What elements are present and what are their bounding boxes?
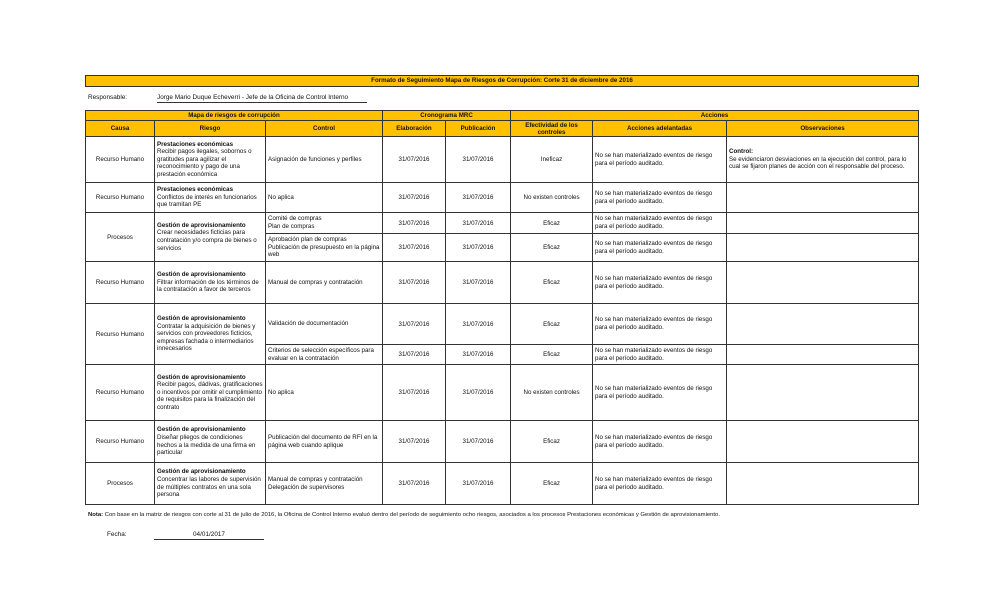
cell-control: Criterios de selección específicos para evaluar en la contratación [266, 345, 383, 365]
riesgo-text: Recibir pagos, dádivas, gratificaciones o incentivos por omitir el cumplimiento de requisitos para la finalización del contrato [157, 381, 263, 411]
cell-observaciones [727, 234, 919, 262]
header-group-acciones: Acciones [511, 111, 919, 121]
col-header-elaboracion: Elaboración [383, 121, 446, 137]
table-row [86, 137, 919, 183]
risk-table [85, 110, 919, 505]
cell-causa: Recurso Humano [86, 365, 155, 421]
cell-efectividad: Eficaz [511, 304, 593, 345]
cell-efectividad: Eficaz [511, 262, 593, 304]
cell-causa: Recurso Humano [86, 137, 155, 183]
riesgo-title: Gestión de aprovisionamiento [157, 426, 246, 434]
cell-efectividad: No existen controles [511, 365, 593, 421]
col-header-publicacion: Publicación [446, 121, 511, 137]
cell-efectividad: Eficaz [511, 421, 593, 463]
cell-publicacion: 31/07/2016 [446, 213, 511, 234]
cell-publicacion: 31/07/2016 [446, 421, 511, 463]
cell-publicacion: 31/07/2016 [446, 345, 511, 365]
cell-acciones: No se han materializado eventos de riesgo para el período auditado. [593, 213, 727, 234]
riesgo-title: Gestión de aprovisionamiento [157, 221, 246, 229]
cell-riesgo [155, 304, 266, 365]
cell-control: Aprobación plan de compras Publicación de presupuesto en la página web [266, 234, 383, 262]
cell-acciones: No se han materializado eventos de riesgo para el período auditado. [593, 234, 727, 262]
cell-elaboracion: 31/07/2016 [383, 345, 446, 365]
cell-control: Manual de compras y contratación Delegación de supervisores [266, 463, 383, 505]
cell-riesgo [155, 365, 266, 421]
cell-publicacion: 31/07/2016 [446, 234, 511, 262]
table-row [86, 183, 919, 213]
cell-observaciones [727, 304, 919, 345]
cell-efectividad: Ineficaz [511, 137, 593, 183]
riesgo-text: Diseñar pliegos de condiciones hechos a la medida de una firma en particular [157, 433, 256, 457]
table-row [86, 304, 919, 345]
cell-observaciones [727, 262, 919, 304]
riesgo-text: Conflictos de interés en funcionarios que tramitan PE [157, 193, 257, 209]
cell-control: Validación de documentación [266, 304, 383, 345]
cell-elaboracion: 31/07/2016 [383, 234, 446, 262]
cell-publicacion: 31/07/2016 [446, 183, 511, 213]
cell-acciones: No se han materializado eventos de riesgo para el período auditado. [593, 365, 727, 421]
cell-control: No aplica [266, 183, 383, 213]
observacion-text: Se evidenciaron desviaciones en la ejecución del control, para lo cual se fijaron planes de acción con el responsable del proceso. [729, 155, 907, 171]
riesgo-title: Gestión de aprovisionamiento [157, 373, 246, 381]
cell-riesgo [155, 183, 266, 213]
cell-causa: Recurso Humano [86, 183, 155, 213]
riesgo-title: Gestión de aprovisionamiento [157, 315, 246, 323]
riesgo-title: Prestaciones económicas [157, 140, 234, 148]
cell-riesgo [155, 262, 266, 304]
cell-elaboracion: 31/07/2016 [383, 304, 446, 345]
col-header-causa: Causa [86, 121, 155, 137]
cell-control: Publicación del documento de RFI en la página web cuando aplique [266, 421, 383, 463]
riesgo-text: Recibir pagos ilegales, sobornos o gratitudes para agilizar el reconocimiento y pago de una prestación económica [157, 148, 252, 178]
cell-acciones: No se han materializado eventos de riesgo para el período auditado. [593, 183, 727, 213]
note [88, 512, 918, 518]
cell-riesgo [155, 137, 266, 183]
cell-acciones: No se han materializado eventos de riesgo para el período auditado. [593, 262, 727, 304]
cell-observaciones [727, 463, 919, 505]
header-group-mapa: Mapa de riesgos de corrupción [86, 111, 383, 121]
fecha-value: 04/01/2017 [154, 531, 264, 540]
cell-riesgo [155, 213, 266, 262]
cell-acciones: No se han materializado eventos de riesgo para el período auditado. [593, 304, 727, 345]
cell-efectividad: Eficaz [511, 345, 593, 365]
note-text: Con base en la matriz de riesgos con corte al 31 de julio de 2016, la Oficina de Control Interno evaluó dentro del período de seguimiento ocho riesgos, asociados a los procesos Prestaciones económicas y Gestión de aprovisionamiento. [103, 512, 720, 518]
cell-causa: Recurso Humano [86, 421, 155, 463]
header-row [86, 121, 919, 137]
col-header-riesgo: Riesgo [155, 121, 266, 137]
cell-publicacion: 31/07/2016 [446, 365, 511, 421]
cell-causa: Procesos [86, 213, 155, 262]
cell-efectividad: No existen controles [511, 183, 593, 213]
cell-observaciones [727, 137, 919, 183]
table-row [86, 365, 919, 421]
cell-efectividad: Eficaz [511, 213, 593, 234]
cell-elaboracion: 31/07/2016 [383, 365, 446, 421]
table-row [86, 262, 919, 304]
fecha-label: Fecha: [107, 531, 127, 538]
cell-observaciones [727, 213, 919, 234]
observacion-title: Control: [729, 148, 754, 156]
responsable-value: Jorge Mario Duque Echeverri - Jefe de la Oficina de Control Interno [157, 94, 367, 103]
riesgo-text: Concentrar las labores de supervisión de múltiples contratos en una sola persona [157, 475, 261, 499]
riesgo-title: Prestaciones económicas [157, 186, 234, 194]
cell-observaciones [727, 365, 919, 421]
riesgo-title: Gestión de aprovisionamiento [157, 468, 246, 476]
cell-elaboracion: 31/07/2016 [383, 137, 446, 183]
cell-control: Asignación de funciones y perfiles [266, 137, 383, 183]
cell-acciones: No se han materializado eventos de riesgo para el período auditado. [593, 137, 727, 183]
riesgo-text: Filtrar información de los términos de la contratación a favor de terceros [157, 278, 259, 294]
responsable-label: Responsable: [88, 94, 128, 101]
riesgo-text: Contratar la adquisición de bienes y servicios con proveedores ficticios, empresas fachada o intermediarios innecesarios [157, 322, 256, 353]
col-header-acciones: Acciones adelantadas [593, 121, 727, 137]
cell-elaboracion: 31/07/2016 [383, 421, 446, 463]
table-row [86, 213, 919, 234]
cell-acciones: No se han materializado eventos de riesgo para el período auditado. [593, 463, 727, 505]
cell-causa: Recurso Humano [86, 304, 155, 365]
riesgo-text: Crear necesidades ficticias para contratación y/o compra de bienes o servicios [157, 229, 257, 252]
cell-elaboracion: 31/07/2016 [383, 213, 446, 234]
cell-causa: Procesos [86, 463, 155, 505]
cell-elaboracion: 31/07/2016 [383, 183, 446, 213]
cell-publicacion: 31/07/2016 [446, 262, 511, 304]
table-row [86, 463, 919, 505]
col-header-observaciones: Observaciones [727, 121, 919, 137]
cell-publicacion: 31/07/2016 [446, 463, 511, 505]
cell-control: Comité de compras Plan de compras [266, 213, 383, 234]
cell-elaboracion: 31/07/2016 [383, 262, 446, 304]
header-group-row [86, 111, 919, 121]
document-title: Formato de Seguimiento Mapa de Riesgos de Corrupción: Corte 31 de diciembre de 2016 [85, 75, 919, 87]
cell-observaciones [727, 345, 919, 365]
cell-publicacion: 31/07/2016 [446, 304, 511, 345]
cell-acciones: No se han materializado eventos de riesgo para el período auditado. [593, 345, 727, 365]
cell-observaciones [727, 183, 919, 213]
cell-observaciones [727, 421, 919, 463]
cell-control: Manual de compras y contratación [266, 262, 383, 304]
cell-causa: Recurso Humano [86, 262, 155, 304]
cell-control: No aplica [266, 365, 383, 421]
cell-efectividad: Eficaz [511, 463, 593, 505]
note-label: Nota: [88, 512, 104, 518]
cell-riesgo [155, 421, 266, 463]
header-group-cronograma: Cronograma MRC [383, 111, 511, 121]
cell-elaboracion: 31/07/2016 [383, 463, 446, 505]
cell-riesgo [155, 463, 266, 505]
cell-publicacion: 31/07/2016 [446, 137, 511, 183]
col-header-efectividad: Efectividad de los controles [511, 121, 593, 137]
cell-efectividad: Eficaz [511, 234, 593, 262]
riesgo-title: Gestión de aprovisionamiento [157, 271, 246, 279]
cell-acciones: No se han materializado eventos de riesgo para el período auditado. [593, 421, 727, 463]
col-header-control: Control [266, 121, 383, 137]
table-row [86, 421, 919, 463]
